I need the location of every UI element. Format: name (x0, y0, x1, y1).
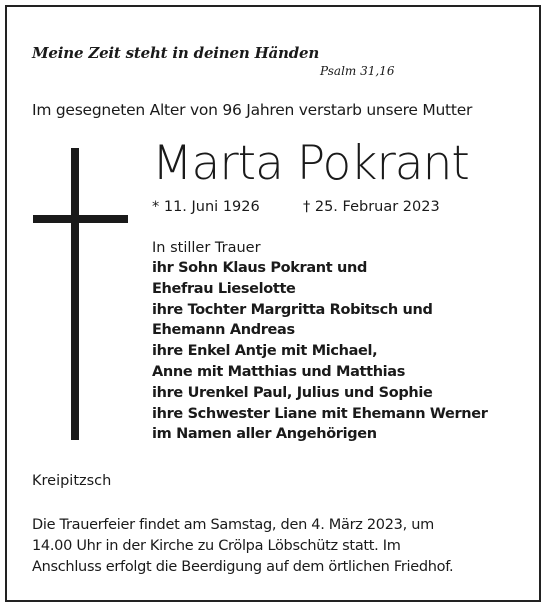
mourning-lead: In stiller Trauer (152, 240, 261, 256)
life-dates (152, 199, 440, 215)
mourner-line: ihre Urenkel Paul, Julius und Sophie (152, 384, 433, 401)
service-line: 14.00 Uhr in der Kirche zu Crölpa Löbschütz statt. Im (32, 537, 401, 554)
mourner-line: Anne mit Matthias und Matthias (152, 363, 405, 380)
mourner-line: im Namen aller Angehörigen (152, 426, 377, 443)
intro-text: Im gesegneten Alter von 96 Jahren verstarb unsere Mutter (32, 101, 473, 119)
death-date: † 25. Februar 2023 (303, 199, 440, 215)
birth-date: * 11. Juni 1926 (152, 199, 260, 215)
service-notice (32, 515, 512, 577)
mourner-line: ihre Schwester Liane mit Ehemann Werner (152, 405, 488, 422)
verse-text: Meine Zeit steht in deinen Händen (32, 44, 320, 62)
mourner-line: ihr Sohn Klaus Pokrant und (152, 260, 367, 276)
mourner-line: Ehemann Andreas (152, 322, 295, 339)
service-line: Anschluss erfolgt die Beerdigung auf dem örtlichen Friedhof. (32, 558, 454, 575)
place-name: Kreipitzsch (32, 473, 112, 489)
cross-horizontal-bar (33, 215, 128, 223)
deceased-name: Marta Pokrant (152, 136, 469, 191)
mourners-list (152, 239, 488, 445)
mourner-line: Ehefrau Lieselotte (152, 280, 296, 297)
cross-vertical-bar (71, 148, 79, 440)
verse-reference: Psalm 31,16 (320, 64, 395, 78)
mourner-line: ihre Tochter Margritta Robitsch und (152, 301, 433, 318)
mourner-line: ihre Enkel Antje mit Michael, (152, 343, 378, 360)
service-line: Die Trauerfeier findet am Samstag, den 4. März 2023, um (32, 517, 434, 533)
